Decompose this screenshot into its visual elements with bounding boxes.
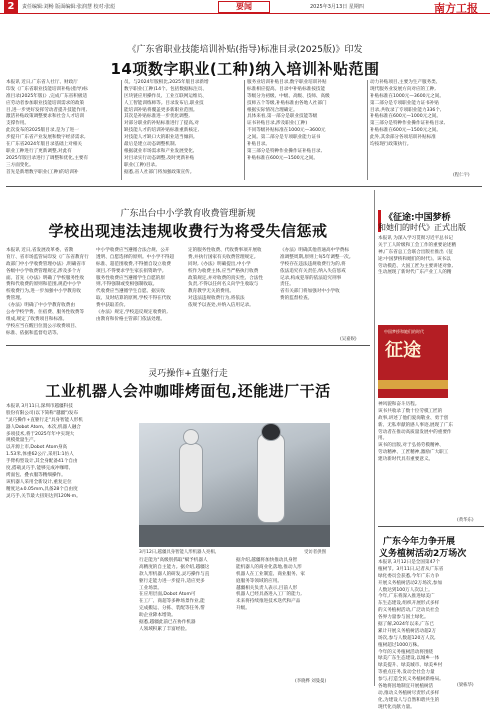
text-line: 能培训补贴将覆盖更多新职业范围。: [124, 107, 198, 113]
column-divider: [367, 80, 368, 180]
text-line: 各级中小学收费管理规定,涉及多个方: [6, 268, 81, 274]
text-line: 公办学校学费、住宿费、服务性收费等: [6, 310, 85, 316]
text-line: 躯行走能力进一步提升,适应更多: [139, 578, 205, 584]
text-line: 区块链应用操作员、工业互联网运维员、: [124, 93, 207, 99]
text-line: 在工厂、商超等多种场景作业,能: [139, 599, 205, 605]
text-line: 依法追究有关责任,纳入失信惩戒: [280, 268, 346, 274]
article2-column-1: [6, 248, 92, 340]
text-line: 东生态建设,组织开展形式多样: [378, 601, 440, 607]
text-line: 由教育和价格主管部门依法处理。: [96, 316, 165, 322]
text-line: 印发《广东省职业技能培训补贴(指导)标: [6, 86, 88, 92]
text-line: 费和代收费的原则和范围,规范中小学: [6, 282, 81, 288]
text-line: 用。: [378, 436, 388, 442]
text-line: 教育教学无关的费用。: [188, 289, 234, 295]
text-line: 人领域积累了丰富经验。: [139, 626, 190, 632]
book-cover-stripe: [378, 380, 448, 389]
text-line: 对目录实行动态调整,及时更新补贴: [124, 155, 195, 161]
date-line: 2025年3月13日 星期四: [310, 4, 364, 10]
text-line: 标准、依据和监督电话等。: [6, 330, 62, 336]
article1-headline[interactable]: 14项数字职业(工种)纳入培训补贴范围: [110, 60, 380, 78]
sidebar1-headline[interactable]: 《征途:中国梦桥: [384, 213, 451, 223]
text-line: 费的监督检查。: [280, 296, 313, 302]
text-line: 员。与2024年版相比,2025年版目录新增: [124, 80, 209, 85]
text-line: 据悉,省人社部门将加强政策宣传。: [124, 169, 195, 175]
text-line: 本报讯 3月12日是全国第47个: [378, 560, 441, 565]
text-line: 现代化贡献力量。: [378, 704, 415, 710]
text-line: 开展义务植树活动2万场次,参加: [378, 580, 443, 586]
text-line: 负责,不得以任何名义向学生收取与: [188, 282, 259, 288]
text-line: 步提升广东省产业发展和数字经济需求,: [6, 135, 86, 141]
text-line: 技师五个等级,补贴标准由各地人社部门: [247, 100, 327, 106]
text-line: 劳动者在推动高质量发展中的重要作: [378, 429, 452, 435]
text-line: 对违法违规收费行为,将依法: [188, 296, 245, 302]
text-line: 费,并执行国家有关收费管理规定。: [188, 254, 259, 260]
article3-column-1: [6, 404, 134, 686]
text-line: 服务业培训补贴目录,数字职业培训补贴: [247, 80, 327, 85]
text-line: 责任。: [280, 282, 294, 288]
book-cover-title: 征途: [385, 340, 421, 361]
text-line: 绿美广东生态建设,以城乡一体: [378, 656, 440, 662]
text-line: 规模批量生产。: [6, 438, 39, 444]
text-line: 参与,打造全民义务植树新格局。: [378, 677, 444, 683]
text-line: 支撑作用。: [6, 121, 29, 127]
text-line: 股份有限公司(以下简称"越疆")发布: [6, 410, 79, 416]
text-line: 根据实际情况合理确定。: [247, 107, 298, 113]
text-line: 取、及时结算的原则,学校不得在代收: [96, 296, 171, 302]
text-line: 款人形机器人的研发,灵巧操作与直: [139, 571, 210, 577]
text-line: 该书的出版,对于弘扬劳模精神、: [378, 443, 444, 449]
article3-kicker: 灵巧操作+直躯行走: [148, 369, 228, 379]
robot-photo: [139, 423, 330, 547]
photo-credit: 受访者供图: [304, 550, 326, 555]
text-line: 省有关部门将加强对中小学收: [280, 289, 340, 295]
text-line: 精度达±0.05mm,具备28个自由度: [6, 486, 78, 492]
text-line: 则,不得强制或变相强制收取。: [96, 282, 158, 288]
sidebar1-byline: (黄华东): [457, 518, 474, 523]
text-line: 劳动精神、工匠精神,激励广大职工: [378, 450, 449, 456]
text-line: 学校应当在醒目位置公示收费项目、: [6, 323, 80, 329]
text-line: 激活补贴政策调整要求和社会人才培训: [6, 114, 85, 120]
column-divider: [121, 80, 122, 180]
text-line: 之间。第二部分是专项职业能力证书: [247, 135, 321, 141]
text-line: 均按现行政策执行。: [370, 142, 412, 148]
text-line: 补贴标准在600元—1500元之间。: [247, 155, 318, 161]
article2-column-2: [96, 248, 184, 340]
text-line: 神,广东省总工会联合出版社推出《征: [378, 249, 453, 255]
text-line: 灵巧手,关节最大扭矩达到120N·m。: [6, 493, 81, 499]
text-line: 等级分为初级、中级、高级、技师、高级: [247, 93, 330, 99]
text-line: 关于工人阶级和工会工作的重要论述精: [378, 242, 457, 248]
text-line: 《办法》明确其他普通高中学费标: [280, 248, 349, 253]
text-line: 高精度的自主能力。据介绍,越疆这: [139, 564, 210, 570]
text-line: 绿美提升、绿美城市、绿美乡村: [378, 663, 443, 669]
text-line: 对技能人才缺口大的职业适当倾斜。: [124, 135, 198, 141]
text-line: 缺技能人才的培训补贴标准重新核定,: [124, 128, 199, 134]
text-line: 生动展现了新时代广东产业工人的精: [378, 270, 452, 276]
text-line: 器人Dobot Atom。本次,机器人融合: [6, 424, 81, 430]
text-line: 助企业降本增效。: [139, 613, 176, 619]
text-line: 动力补贴项目,主要为生产服务类、: [370, 80, 441, 85]
text-line: 植树超过1000万株。: [378, 642, 422, 648]
text-line: 等重点任务,发动全社会力量: [378, 670, 435, 676]
section-divider: [6, 186, 482, 187]
text-line: 在广东省2024年版目录基础上对相关: [6, 142, 83, 148]
text-line: 补贴标准在600元—1500元之间。: [370, 128, 441, 134]
text-line: 劳动模范、大国工匠为主要讲述对象,: [378, 263, 453, 269]
text-line: 累计开展义务植树活动超2万: [378, 628, 437, 634]
page-number: 2: [4, 0, 18, 13]
book-cover-subtitle: 中国梦桥和她们的时代: [384, 329, 424, 334]
article3-column-3: [236, 558, 330, 676]
text-line: 第二部分是专项职业能力证书补贴: [370, 100, 439, 106]
text-line: 育厅、省市场监管局印发《广东省教育行: [6, 254, 89, 260]
text-line: 度,搭载灵巧手,能够完成冲咖啡、: [6, 466, 74, 472]
text-line: 政部门中小学收费管理办法》,明确省市: [6, 261, 86, 267]
article2-headline[interactable]: 学校出现违法违规收费行为将受失信惩戒: [48, 222, 328, 240]
text-line: 动,推动义务植树尽责形式多样: [378, 690, 440, 696]
text-line: 校作为收费主体,应当严格执行收费: [188, 268, 259, 274]
text-line: 《办法》规定,学校违反规定收费的,: [96, 310, 168, 316]
text-line: 面。首先《办法》明确了学校服务性收: [6, 275, 85, 281]
sidebar2-subhead: 义务植树活动2万场次: [379, 549, 467, 559]
text-line: 定的服务性收费、代收费事项开展收: [188, 248, 262, 253]
article1-kicker: 《广东省职业技能培训补贴(指导)标准目录(2025版)》印发: [127, 45, 363, 55]
book-cover-image: [378, 325, 448, 398]
text-line: 学校存在违法违规收费行为的,将: [280, 261, 346, 267]
text-line: 证书补贴目录,涉及职业(工种): [247, 121, 308, 127]
text-line: 未来将持续推进技术迭代和产品: [236, 599, 301, 605]
text-line: 机器人已经具备进入工厂的能力,: [236, 592, 302, 598]
text-line: 在应用层面,Dobot Atom可: [139, 592, 196, 598]
text-line: 今年的义务植树活动将围绕: [378, 649, 434, 655]
text-line: 其次是补贴标准进一步优化调整,: [124, 114, 190, 120]
article2-column-4: [280, 248, 368, 328]
text-line: 第三部分是特种作业操作证补贴目录,: [370, 121, 445, 127]
text-line: 补贴目录。: [247, 142, 270, 148]
text-line: 目,进一步更好发挥劳动者提升技能作用,: [6, 107, 88, 113]
text-line: 服务性收费应当遵循学生自愿的原: [96, 275, 165, 281]
text-line: 依规予以查处,并纳入信用记录。: [188, 303, 254, 309]
column-divider: [244, 80, 245, 180]
section-label: 要闻: [218, 1, 270, 13]
sidebar1-body-top: [378, 236, 484, 322]
text-line: 工业场景。: [139, 585, 162, 591]
sidebar2-byline: (梁栋华): [457, 683, 474, 688]
sidebar2-headline[interactable]: 广东今年力争开展: [383, 537, 456, 547]
text-line: 不同等级补贴标准在1000元—3600元: [247, 128, 326, 134]
text-line: 据悉,越疆此前已在协作机器: [139, 620, 196, 626]
text-line: 职业(工种)目录。: [124, 162, 160, 168]
text-line: 准调整周期,原则上每5年调整一次。: [280, 254, 354, 260]
text-line: 费管理。: [6, 296, 25, 302]
robot-head-shape: [261, 423, 281, 441]
text-line: 各地将因地制宜开展植树活: [378, 684, 434, 690]
text-line: 补贴标准在600元—1000元之间。: [370, 114, 441, 120]
section-divider: [378, 526, 484, 527]
article3-headline[interactable]: 工业机器人会冲咖啡烤面包,还能进厂干活: [45, 382, 331, 400]
sidebar1-body: [378, 402, 484, 514]
section-divider: [6, 345, 370, 346]
text-line: 1.53米,体重62公斤,采用1:1仿人: [6, 452, 74, 458]
text-line: 完成搬运、分拣、装配等任务,帮: [139, 606, 205, 612]
text-line: 组成,规定了收费项目和标准。: [6, 316, 68, 322]
text-line: 第三部分是特种作业操作证补贴目录,: [247, 148, 322, 154]
text-line: 场次,参与人数超120万人次,: [378, 635, 436, 641]
text-line: 神风貌和奋斗历程。: [378, 402, 420, 407]
text-line: 本报讯 3月11日,深圳市越疆科技: [6, 404, 73, 409]
article2-kicker: 广东出台中小学教育收费管理新规: [120, 209, 256, 219]
text-line: 费中获取差价。: [96, 303, 129, 309]
text-line: 代收费应当遵循学生自愿、据实收: [96, 289, 165, 295]
text-line: 政策规定,并对收费的真实性、合法性: [188, 275, 263, 281]
text-line: 烤面包、叠衣服等精细操作。: [6, 472, 66, 478]
text-line: 目录,共收录了专项职业能力336个,: [370, 107, 442, 113]
text-line: 校收费行为,进一步加强中小学教育收: [6, 289, 81, 295]
text-line: 升级。: [236, 606, 250, 612]
text-line: 化,为建设人与自然和谐共生的: [378, 697, 440, 703]
text-line: 植树节。3月11日,记者从广东省: [378, 566, 444, 572]
text-line: "灵巧操作+直躯行走"具身智能人形机: [6, 417, 83, 423]
masthead-logo: 南方工报: [434, 2, 478, 15]
text-line: 人工智能训练师等。目录发布后,职业技: [124, 100, 204, 106]
article2-byline: (吴嘉娱): [340, 337, 357, 342]
text-line: 以开源上市,Dobot Atom身高: [6, 445, 68, 451]
article1-column-3: [247, 80, 365, 180]
text-line: 据了解,2024年以来,广东已: [378, 622, 434, 628]
article1-column-4: [370, 80, 482, 170]
robot-head-shape: [183, 429, 199, 445]
photo-floor: [139, 525, 330, 547]
text-line: 人数达到100万人次以上。: [378, 587, 433, 593]
text-line: 的义务植树活动,广泛动员社会: [378, 608, 440, 614]
text-line: 现代服务业发展方向对应的工种,: [370, 86, 436, 92]
text-line: 各界力量参与国土绿化。: [378, 615, 429, 621]
text-line: 新、无私奉献的感人事迹,展现了广东: [378, 422, 453, 428]
text-line: 绿化委员会获悉,今年广东力争: [378, 573, 440, 579]
text-line: 具体来看,第一部分是职业技能等级: [247, 114, 318, 120]
text-line: 行走能为"高级别抓取"赋予机器人: [139, 558, 208, 563]
text-line: 据介绍,越疆将加快推动具身智: [236, 558, 298, 563]
text-line: 本报讯 近日,省发展改革委、省教: [6, 248, 74, 253]
article1-byline: (程仁宇): [453, 173, 470, 178]
text-line: 途:中国梦桥和她们的时代》。该书以: [378, 256, 451, 262]
text-line: 数字职业(工种)14个。包括数据标注员、: [124, 86, 207, 92]
robot-body-shape: [179, 443, 203, 513]
text-line: 记录,构成犯罪的依法追究刑事: [280, 275, 342, 281]
text-line: 本报讯 为深入学习贯彻习近平总书记: [378, 236, 453, 241]
text-line: 手臂构型设计,其全身配备41个自由: [6, 459, 78, 465]
article1-column-2: [124, 80, 242, 180]
sidebar1-subhead: 和她们的时代》正式出版: [378, 223, 466, 232]
text-line: 同时,《办法》明确提出,中小学: [188, 261, 251, 267]
text-line: 标准相应提高。目录中补贴标准按技能: [247, 86, 326, 92]
text-line: 职业工种进行了更新调整,对此有: [6, 148, 72, 154]
text-line: 对部分职业的补贴标准进行了提高,对: [124, 121, 199, 127]
text-line: 该书共收录了数十位劳模工匠的: [378, 408, 443, 414]
text-line: 该机器人采用全新设计,重复定位: [6, 479, 72, 485]
text-line: 首先是新增数字职业(工种)的培训补: [6, 169, 79, 175]
text-line: 庭服务等领域的应用。: [236, 578, 282, 584]
text-line: 故事,讲述了他们爱岗敬业、勇于创: [378, 415, 449, 421]
article2-column-3: [188, 248, 276, 340]
robot-body-shape: [257, 433, 285, 523]
text-line: 补贴标准在1000元—3600元之间。: [370, 93, 444, 99]
text-line: 透明、自愿选择的原则。中小学不得超: [96, 254, 175, 260]
photo-caption: 3月12日,越疆具身智能人形机器人亮相。: [139, 550, 220, 555]
article3-column-2: [139, 558, 231, 686]
text-line: 建功新时代具有重要意义。: [378, 457, 434, 463]
text-line: 应劳动者参加职业技能培训需求的政策: [6, 100, 85, 106]
text-line: 机器人在工业制造、商业服务、家: [236, 571, 305, 577]
text-line: 多项技术,将于2025年年中实现大: [6, 431, 75, 437]
text-line: 中小学收费应当遵循合法合规、公开: [96, 248, 170, 253]
text-line: 三方面变化。: [6, 162, 34, 168]
article1-column-1: [6, 80, 119, 180]
text-line: 今年,广东将深入推进绿美广: [378, 594, 435, 600]
editors-line: 责任编辑:刘畅 版面编辑:张润慧 校对:张彪: [22, 4, 116, 10]
article3-byline: (李晓桦 刘曼曼): [295, 679, 327, 684]
text-line: 项目,不得要求学生家长捐资助学。: [96, 268, 167, 274]
text-line: 本报讯 近日,广东省人社厅、财政厅: [6, 80, 78, 85]
text-line: 准目录(2025年版)》,完成广东省积极适: [6, 93, 88, 99]
text-line: 越疆相关负责人表示,目前人形: [236, 585, 298, 591]
text-line: 根据就业市场需求和产业发展变化,: [124, 148, 195, 154]
text-line: 最后是建立动态调整机制,: [124, 142, 176, 148]
text-line: 标准、超范围收费,不得擅自设立收费: [96, 261, 171, 267]
text-line: 能机器人的商业化落地,推动人形: [236, 564, 302, 570]
text-line: 《办法》明确了中小学教育收费由: [6, 303, 75, 309]
text-line: 此次发布的2025版目录,是为了进一: [6, 128, 79, 134]
text-line: 2025年版目录进行了调整和优化,主要有: [6, 155, 89, 161]
sidebar-divider: [374, 190, 375, 686]
text-line: 此外,其余部分各项培训补贴标准: [370, 135, 436, 141]
